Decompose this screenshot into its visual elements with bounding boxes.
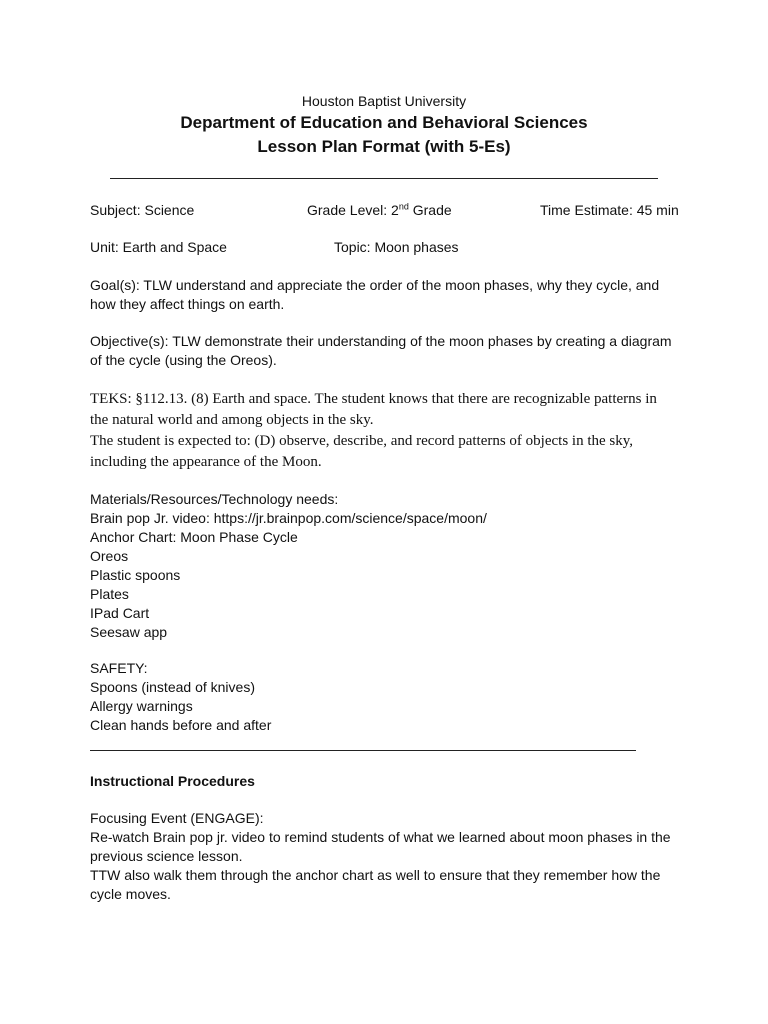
materials-section: [90, 490, 690, 642]
university-name: Houston Baptist University: [301, 93, 467, 109]
safety-section: [90, 659, 690, 735]
safety-item: Allergy warnings: [90, 698, 193, 714]
goals-paragraph: [90, 276, 690, 314]
safety-item: Spoons (instead of knives): [90, 679, 255, 695]
teks-line: The student is expected to: (D) observe, describe, and record patterns of objects in the sky,: [90, 433, 634, 449]
focusing-event-heading: Focusing Event (ENGAGE):: [90, 810, 264, 826]
materials-item: Plates: [90, 586, 129, 602]
header-divider: [110, 178, 658, 179]
time-estimate-field: Time Estimate: 45 min: [540, 202, 679, 218]
unit-field: Unit: Earth and Space: [90, 239, 227, 255]
objectives-line: of the cycle (using the Oreos).: [90, 352, 277, 368]
format-title: Lesson Plan Format (with 5-Es): [257, 137, 511, 156]
procedures-heading: Instructional Procedures: [90, 773, 255, 789]
topic-field: Topic: Moon phases: [334, 239, 459, 255]
objectives-paragraph: [90, 332, 690, 370]
focusing-event-section: [90, 809, 690, 904]
grade-level-prefix: Grade Level: 2: [307, 202, 399, 218]
subject-field: Subject: Science: [90, 202, 195, 218]
grade-level-field: [307, 201, 452, 220]
materials-item: Oreos: [90, 548, 129, 564]
safety-heading: SAFETY:: [90, 660, 148, 676]
objectives-line: Objective(s): TLW demonstrate their understanding of the moon phases by creating a diagram: [90, 333, 672, 349]
procedure-line: previous science lesson.: [90, 848, 243, 864]
materials-item: Plastic spoons: [90, 567, 181, 583]
grade-level-suffix: Grade: [408, 202, 452, 218]
procedure-line: cycle moves.: [90, 886, 171, 902]
teks-line: including the appearance of the Moon.: [90, 454, 322, 470]
teks-line: TEKS: §112.13. (8) Earth and space. The student knows that there are recognizable patterns in: [90, 391, 657, 407]
procedure-line: TTW also walk them through the anchor chart as well to ensure that they remember how the: [90, 867, 661, 883]
goals-line: Goal(s): TLW understand and appreciate the order of the moon phases, why they cycle, and: [90, 277, 660, 293]
safety-item: Clean hands before and after: [90, 717, 272, 733]
materials-item: Brain pop Jr. video: https://jr.brainpop.com/science/space/moon/: [90, 510, 487, 526]
materials-item: Anchor Chart: Moon Phase Cycle: [90, 529, 298, 545]
materials-item: IPad Cart: [90, 605, 150, 621]
grade-level-superscript: nd: [398, 201, 409, 212]
materials-heading: Materials/Resources/Technology needs:: [90, 491, 339, 507]
department-title: Department of Education and Behavioral Sciences: [180, 113, 588, 132]
section-divider: [90, 750, 636, 751]
materials-item: Seesaw app: [90, 624, 168, 640]
procedure-line: Re-watch Brain pop jr. video to remind students of what we learned about moon phases in the: [90, 829, 671, 845]
goals-line: how they affect things on earth.: [90, 296, 285, 312]
teks-line: the natural world and among objects in the sky.: [90, 412, 374, 428]
teks-paragraph: [90, 389, 690, 473]
